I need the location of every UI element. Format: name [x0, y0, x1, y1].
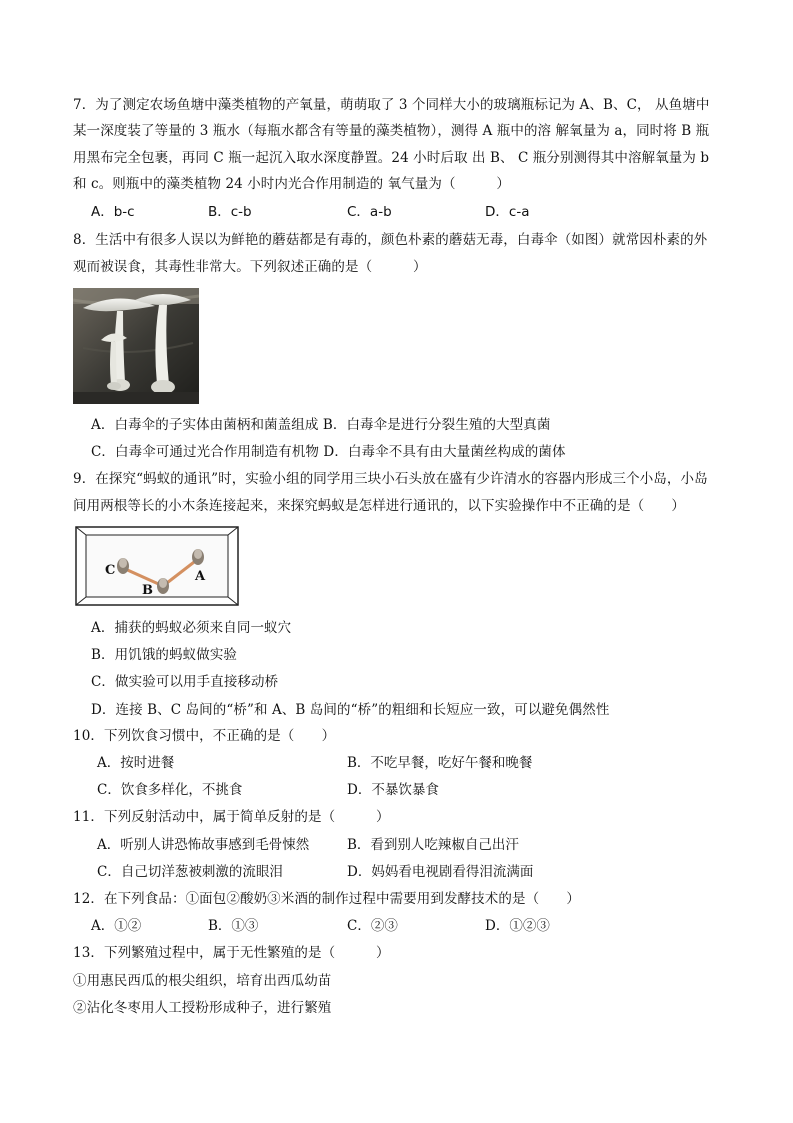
q11-option-c: C．自己切洋葱被刺激的流眼泪	[97, 864, 283, 880]
q11-option-b: B．看到别人吃辣椒自己出汗	[347, 837, 519, 853]
q8-stem-line-2: 观而被误食，其毒性非常大。下列叙述正确的是（ ）	[73, 259, 427, 275]
mushroom-photo	[73, 288, 199, 404]
q13-stem: 13．下列繁殖过程中，属于无性繁殖的是（ ）	[73, 945, 390, 961]
q9-option-a: A．捕获的蚂蚁必须来自同一蚁穴	[91, 620, 292, 636]
q10-option-a: A．按时进餐	[97, 755, 175, 771]
ant-bridge-diagram	[75, 526, 239, 606]
q8-stem-line-1: 8．生活中有很多人误以为鲜艳的蘑菇都是有毒的，颜色朴素的蘑菇无毒，白毒伞（如图）就常因朴素的外	[73, 232, 708, 248]
q7-option-d: D．c-a	[485, 204, 530, 220]
q7-stem-line-3: 用黑布完全包裹，再同 C 瓶一起沉入取水深度静置。24 小时后取 出 B、 C 瓶分别测得其中溶解氧量为 b	[73, 150, 710, 166]
q9-stem-line-1: 9．在探究“蚂蚁的通讯”时，实验小组的同学用三块小石头放在盛有少许清水的容器内形成三个小岛，小岛	[73, 471, 708, 487]
q11-option-d: D．妈妈看电视剧看得泪流满面	[347, 864, 534, 880]
island-label-c: C	[105, 563, 116, 578]
island-label-b: B	[142, 583, 153, 598]
q10-option-b: B．不吃早餐，吃好午餐和晚餐	[347, 755, 533, 771]
q11-option-a: A．听别人讲恐怖故事感到毛骨悚然	[97, 837, 310, 853]
q7-stem-line-1: 7．为了测定农场鱼塘中藻类植物的产氧量，萌萌取了 3 个同样大小的玻璃瓶标记为 A、B、C， 从鱼塘中	[73, 97, 710, 113]
q8-options-row-2: C．白毒伞可通过光合作用制造有机物 D．白毒伞不具有由大量菌丝构成的菌体	[91, 444, 566, 460]
q8-options-row-1: A．白毒伞的子实体由菌柄和菌盖组成 B．白毒伞是进行分裂生殖的大型真菌	[91, 417, 551, 433]
q9-option-b: B．用饥饿的蚂蚁做实验	[91, 647, 238, 663]
q10-option-c: C．饮食多样化，不挑食	[97, 782, 243, 798]
q10-option-d: D．不暴饮暴食	[347, 782, 439, 798]
island-label-a: A	[195, 569, 206, 584]
q12-option-b: B．①③	[208, 918, 259, 934]
q13-item-2: ②沾化冬枣用人工授粉形成种子，进行繁殖	[73, 1000, 332, 1016]
q7-option-b: B．c-b	[208, 204, 252, 220]
q12-option-a: A．①②	[91, 918, 142, 934]
q10-stem: 10．下列饮食习惯中，不正确的是（ ）	[73, 728, 336, 744]
q9-stem-line-2: 间用两根等长的小木条连接起来，来探究蚂蚁是怎样进行通讯的，以下实验操作中不正确的是（ ）	[73, 498, 685, 514]
q7-option-a: A．b-c	[91, 204, 135, 220]
q7-option-c: C．a-b	[347, 204, 392, 220]
q12-option-c: C．②③	[347, 918, 398, 934]
q9-option-c: C．做实验可以用手直接移动桥	[91, 674, 279, 690]
q12-option-d: D．①②③	[485, 918, 550, 934]
q7-stem-line-2: 某一深度装了等量的 3 瓶水（每瓶水都含有等量的藻类植物），测得 A 瓶中的溶 解氧量为 a，同时将 B 瓶	[73, 123, 710, 139]
q13-item-1: ①用惠民西瓜的根尖组织，培育出西瓜幼苗	[73, 973, 332, 989]
q7-stem-line-4: 和 c。则瓶中的藻类植物 24 小时内光合作用制造的 氧气量为（ ）	[73, 176, 511, 192]
q9-option-d: D．连接 B、C 岛间的“桥”和 A、B 岛间的“桥”的粗细和长短应一致，可以避免偶然性	[91, 702, 610, 718]
q11-stem: 11．下列反射活动中，属于简单反射的是（ ）	[73, 809, 390, 825]
q12-stem: 12．在下列食品：①面包②酸奶③米酒的制作过程中需要用到发酵技术的是（ ）	[73, 891, 580, 907]
